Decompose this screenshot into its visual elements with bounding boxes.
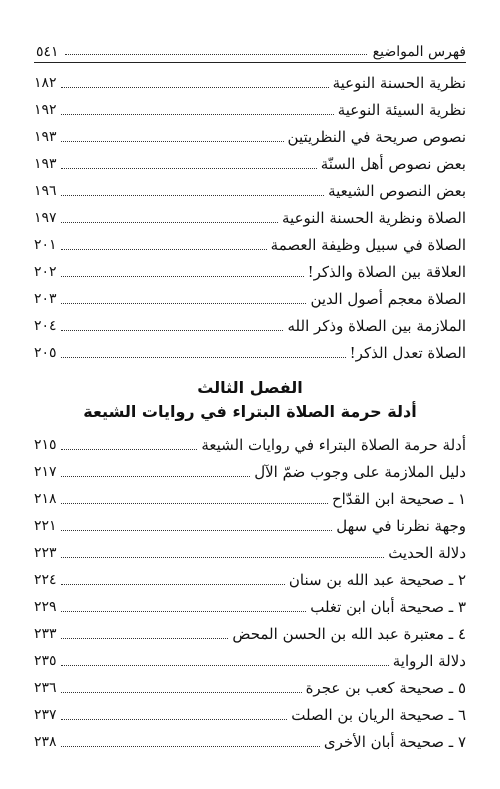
toc-entry[interactable]	[34, 120, 466, 147]
toc-entry-page: ٢٣٣	[34, 626, 57, 642]
leader-dots	[61, 168, 317, 169]
toc-entry[interactable]	[34, 698, 466, 725]
chapter-title: الفصل الثالث	[197, 378, 303, 397]
toc-entry-label: دليل الملازمة على وجوب ضمّ الآل	[254, 463, 466, 481]
toc-entry[interactable]	[34, 536, 466, 563]
toc-entry-label: ٧ ـ صحيحة أبان الأخرى	[323, 733, 466, 751]
toc-entry-label: وجهة نظرنا في سهل	[336, 517, 466, 535]
toc-entry[interactable]	[34, 174, 466, 201]
toc-entry-label: ٣ ـ صحيحة أبان ابن تغلب	[310, 598, 466, 616]
leader-dots	[61, 330, 284, 331]
toc-entry-label: الصلاة تعدل الذكر!	[349, 344, 466, 362]
header-rule	[34, 62, 466, 63]
toc-list-section-2	[34, 66, 466, 363]
toc-entry-label: بعض نصوص أهل السنّة	[320, 155, 466, 173]
header-page-number: ٥٤١	[36, 44, 59, 60]
toc-entry-label: الصلاة ونظرية الحسنة النوعية	[282, 209, 466, 227]
toc-entry-page: ٢٠١	[34, 237, 57, 253]
toc-entry-page: ٢٠٥	[34, 345, 57, 361]
toc-entry-page: ٢٢٩	[34, 599, 57, 615]
toc-entry[interactable]	[34, 563, 466, 590]
leader-dots	[61, 476, 251, 477]
leader-dots	[61, 195, 325, 196]
toc-entry-label: دلالة الرواية	[392, 652, 466, 670]
running-header	[36, 38, 466, 60]
leader-dots	[61, 303, 307, 304]
toc-entry-label: الصلاة في سبيل وظيفة العصمة	[270, 236, 466, 254]
toc-entry[interactable]	[34, 255, 466, 282]
toc-entry-label: أدلة حرمة الصلاة البتراء في روايات الشيعة	[201, 436, 466, 454]
toc-entry[interactable]	[34, 201, 466, 228]
toc-entry-page: ٢٠٣	[34, 291, 57, 307]
leader-dots	[61, 449, 198, 450]
toc-entry-label: الصلاة معجم أصول الدين	[310, 290, 466, 308]
toc-entry-label: نظرية الحسنة النوعية	[332, 74, 466, 92]
toc-entry-page: ٢٣٥	[34, 653, 57, 669]
toc-entry-label: ٤ ـ معتبرة عبد الله بن الحسن المحض	[232, 625, 466, 643]
toc-entry[interactable]	[34, 590, 466, 617]
leader-dots	[61, 87, 329, 88]
toc-entry-page: ٢١٧	[34, 464, 57, 480]
toc-entry-label: ٥ ـ صحيحة كعب بن عجرة	[305, 679, 466, 697]
toc-entry-page: ١٩٦	[34, 183, 57, 199]
toc-entry[interactable]	[34, 428, 466, 455]
leader-dots	[61, 141, 284, 142]
leader-dots	[61, 557, 385, 558]
leader-dots	[61, 719, 288, 720]
toc-entry-label: الملازمة بين الصلاة وذكر الله	[287, 317, 466, 335]
toc-entry[interactable]	[34, 671, 466, 698]
leader-dots	[61, 584, 285, 585]
chapter-heading	[34, 376, 466, 424]
toc-entry-label: ٦ ـ صحيحة الريان بن الصلت	[291, 706, 466, 724]
leader-dots	[61, 692, 302, 693]
toc-entry[interactable]	[34, 482, 466, 509]
toc-entry-label: ٢ ـ صحيحة عبد الله بن سنان	[288, 571, 466, 589]
toc-entry-label: بعض النصوص الشيعية	[328, 182, 466, 200]
leader-dots	[61, 665, 389, 666]
header-leader-dots	[65, 54, 367, 55]
chapter-subtitle: أدلة حرمة الصلاة البتراء في روايات الشيعة	[83, 402, 417, 421]
leader-dots	[61, 503, 328, 504]
toc-entry-label: نظرية السيئة النوعية	[337, 101, 466, 119]
toc-entry[interactable]	[34, 336, 466, 363]
toc-entry-page: ١٩٣	[34, 129, 57, 145]
header-title: فهرس المواضيع	[372, 44, 466, 60]
toc-entry-page: ٢١٥	[34, 437, 57, 453]
toc-entry[interactable]	[34, 228, 466, 255]
toc-entry-page: ٢٢١	[34, 518, 57, 534]
toc-entry-page: ٢٠٢	[34, 264, 57, 280]
leader-dots	[61, 249, 267, 250]
toc-entry[interactable]	[34, 617, 466, 644]
toc-entry-page: ٢١٨	[34, 491, 57, 507]
toc-entry-page: ٢٣٨	[34, 734, 57, 750]
toc-entry-page: ٢٢٤	[34, 572, 57, 588]
leader-dots	[61, 114, 334, 115]
toc-entry[interactable]	[34, 455, 466, 482]
toc-entry-page: ١٩٣	[34, 156, 57, 172]
toc-entry-page: ١٩٢	[34, 102, 57, 118]
toc-entry-page: ٢٣٦	[34, 680, 57, 696]
toc-entry[interactable]	[34, 66, 466, 93]
toc-entry[interactable]	[34, 147, 466, 174]
toc-entry-page: ١٨٢	[34, 75, 57, 91]
toc-entry[interactable]	[34, 282, 466, 309]
leader-dots	[61, 611, 307, 612]
leader-dots	[61, 357, 346, 358]
toc-list-section-3	[34, 428, 466, 752]
toc-entry-label: ١ ـ صحيحة ابن القدّاح	[331, 490, 466, 508]
leader-dots	[61, 746, 320, 747]
toc-entry[interactable]	[34, 309, 466, 336]
leader-dots	[61, 276, 304, 277]
toc-entry-label: العلاقة بين الصلاة والذكر!	[307, 263, 466, 281]
leader-dots	[61, 530, 333, 531]
toc-entry[interactable]	[34, 644, 466, 671]
toc-entry-page: ١٩٧	[34, 210, 57, 226]
toc-entry-page: ٢٢٣	[34, 545, 57, 561]
toc-entry[interactable]	[34, 725, 466, 752]
toc-entry-label: دلالة الحديث	[388, 544, 466, 562]
leader-dots	[61, 222, 278, 223]
toc-entry[interactable]	[34, 509, 466, 536]
toc-entry-page: ٢٠٤	[34, 318, 57, 334]
toc-entry-label: نصوص صريحة في النظريتين	[287, 128, 466, 146]
toc-entry-page: ٢٣٧	[34, 707, 57, 723]
toc-entry[interactable]	[34, 93, 466, 120]
leader-dots	[61, 638, 229, 639]
